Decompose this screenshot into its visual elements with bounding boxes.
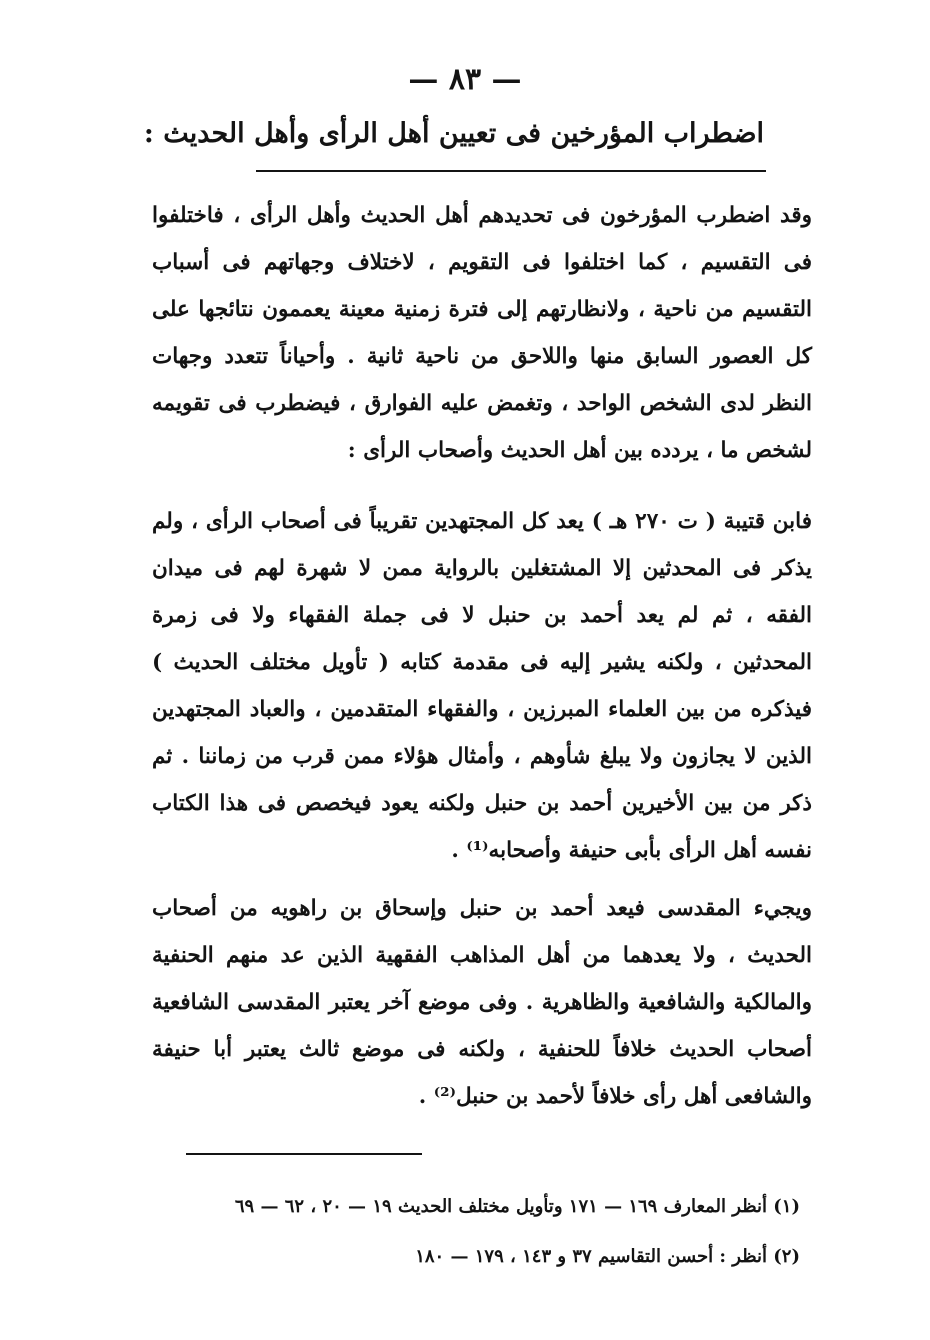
footnote-rule	[186, 1153, 422, 1155]
section-heading: اضطراب المؤرخين فى تعيين أهل الرأى وأهل الحديث :	[143, 118, 764, 149]
page-number: — ٨٣ —	[408, 62, 522, 97]
paragraph-3: ويجيء المقدسى فيعد أحمد بن حنبل وإسحاق بن راهويه من أصحاب الحديث ، ولا يعدهما من أهل المذاهب الفقهية الذين عد منهم الحنفية والمالكية والشافعية والظاهرية . وفى موضع آخر يعتبر المقدسى الشافعية أصحاب الحديث خلافاً للحنفية ، ولكنه فى موضع ثالث يعتبر أبا حنيفة والشافعى أهل رأى خلافاً لأحمد بن حنبل⁽²⁾ .	[152, 896, 812, 1109]
footnote-1: (١) أنظر المعارف ١٦٩ — ١٧١ وتأويل مختلف الحديث ١٩ — ٢٠ ، ٦٢ — ٦٩	[234, 1196, 800, 1217]
footnotes	[150, 1182, 800, 1282]
paragraph-1: وقد اضطرب المؤرخون فى تحديدهم أهل الحديث وأهل الرأى ، فاختلفوا فى التقسيم ، كما اختلفوا فى التقويم ، لاختلاف وجهاتهم فى أسباب التقسيم من ناحية ، ولانظارتهم إلى فترة زمنية معينة يعممون نتائجها على كل العصور السابق منها واللاحق من ناحية ثانية . وأحياناً تتعدد وجهات النظر لدى الشخص الواحد ، وتغمض عليه الفوارق ، فيضطرب فى تقويمه لشخص ما ، يردده بين أهل الحديث وأصحاب الرأى :	[152, 203, 812, 463]
footnote-2: (٢) أنظر : أحسن التقاسيم ٣٧ و ١٤٣ ، ١٧٩ — ١٨٠	[415, 1246, 800, 1267]
paragraph-2: فابن قتيبة ( ت ٢٧٠ هـ ) يعد كل المجتهدين تقريباً فى أصحاب الرأى ، ولم يذكر فى المحدثين إلا المشتغلين بالرواية ممن لا شهرة لهم فى ميدان الفقه ، ثم لم يعد أحمد بن حنبل لا فى جملة الفقهاء ولا فى زمرة المحدثين ، ولكنه يشير إليه فى مقدمة كتابه ( تأويل مختلف الحديث ) فيذكره من بين العلماء المبرزين ، والفقهاء المتقدمين ، والعباد المجتهدين الذين لا يجازون ولا يبلغ شأوهم ، وأمثال هؤلاء ممن قرب من زماننا . ثم ذكر من بين الأخيرين أحمد بن حنبل ولكنه يعود فيخصص فى هذا الكتاب نفسه أهل الرأى بأبى حنيفة وأصحابه⁽¹⁾ .	[152, 509, 812, 863]
heading-underline	[256, 170, 766, 172]
